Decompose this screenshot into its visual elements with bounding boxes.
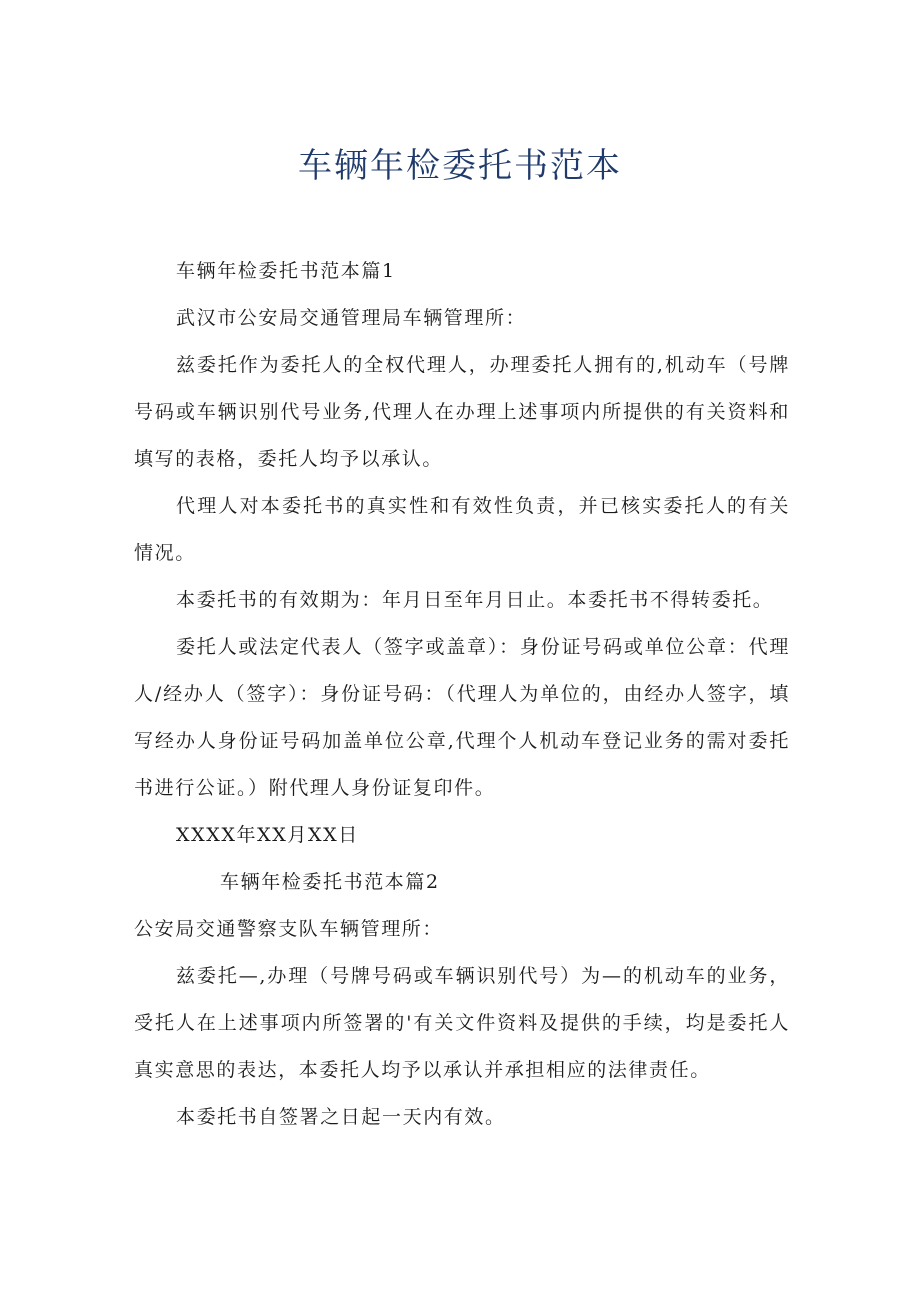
section-heading-2: 车辆年检委托书范本篇2 [220, 871, 440, 893]
document-title: 车辆年检委托书范本 [298, 146, 622, 186]
paragraph-validity-2: 本委托书自签署之日起一天内有效。 [176, 1106, 506, 1128]
date-line: XXXX年XX月XX日 [176, 824, 359, 846]
section-heading-1: 车辆年检委托书范本篇1 [176, 260, 396, 282]
paragraph-signatures: 委托人或法定代表人（签字或盖章）：身份证号码或单位公章：代理人/经办人（签字）：身份证号码：（代理人为单位的，由经办人签字，填写经办人身份证号码加盖单位公章,代理个人机动车登记业务的需对委托书进行公证。）附代理人身份证复印件。 [134, 636, 790, 799]
paragraph-authorization: 兹委托作为委托人的全权代理人，办理委托人拥有的,机动车（号牌号码或车辆识别代号业务,代理人在办理上述事项内所提供的有关资料和填写的表格，委托人均予以承认。 [134, 354, 790, 470]
document-body [134, 248, 790, 1141]
paragraph-responsibility: 代理人对本委托书的真实性和有效性负责，并已核实委托人的有关情况。 [134, 495, 790, 564]
addressee-1: 武汉市公安局交通管理局车辆管理所： [176, 307, 527, 329]
paragraph-authorization-2: 兹委托—,办理（号牌号码或车辆识别代号）为—的机动车的业务，受托人在上述事项内所签署的'有关文件资料及提供的手续，均是委托人真实意思的表达，本委托人均予以承认并承担相应的法律责任。 [134, 965, 790, 1081]
addressee-2: 公安局交通警察支队车辆管理所： [134, 918, 444, 940]
paragraph-validity: 本委托书的有效期为：年月日至年月日止。本委托书不得转委托。 [176, 589, 774, 611]
